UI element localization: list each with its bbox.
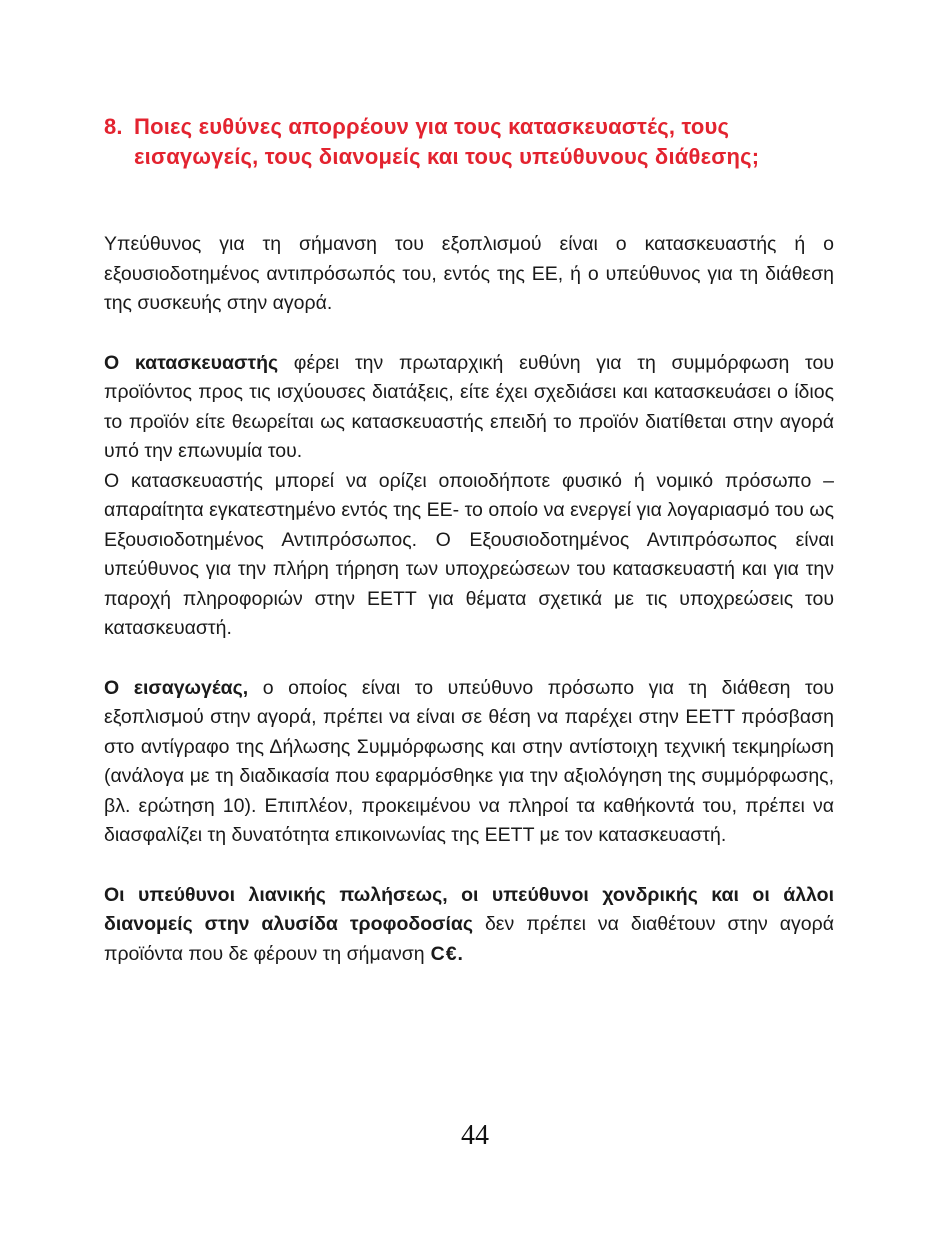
paragraph-importer-text: ο οποίος είναι το υπεύθυνο πρόσωπο για τη διάθεση του εξοπλισμού στην αγορά, πρέπει να είναι σε θέση να παρέχει στην ΕΕΤΤ πρόσβαση στο αντίγραφο της Δήλωσης Συμμόρφωσης και στην αντίστοιχη τεχνική τεκμηρίωση (ανάλογα με τη διαδικασία που εφαρμόσθηκε για την αξιολόγηση της συμμόρφωσης, βλ. ερώτηση 10). Επιπλέον, προκειμένου να πληροί τα καθήκοντά του, πρέπει να διασφαλίζει τη δυνατότητα επικοινωνίας της ΕΕΤΤ με τον κατασκευαστή. <box>104 676 834 846</box>
paragraph-manufacturer <box>104 349 834 467</box>
section-number: 8. <box>104 114 123 139</box>
paragraph-authorised-representative: Ο κατασκευαστής μπορεί να ορίζει οποιοδήποτε φυσικό ή νομικό πρόσωπο –απαραίτητα εγκατεστημένο εντός της ΕΕ- το οποίο να ενεργεί για λογαριασμό του ως Εξουσιοδοτημένος Αντιπρόσωπος. Ο Εξουσιοδοτημένος Αντιπρόσωπος είναι υπεύθυνος για την πλήρη τήρηση των υποχρεώσεων του κατασκευαστή και για την παροχή πληροφοριών στην ΕΕΤΤ για θέματα σχετικά με τις υποχρεώσεις του κατασκευαστή. <box>104 469 834 639</box>
term-distributors: Οι υπεύθυνοι λιανικής πωλήσεως, οι υπεύθυνοι χονδρικής και οι άλλοι διανομείς στην αλυσίδα τροφοδοσίας <box>104 883 834 935</box>
paragraph-marking-responsibility: Υπεύθυνος για τη σήμανση του εξοπλισμού είναι ο κατασκευαστής ή ο εξουσιοδοτημένος αντιπρόσωπός του, εντός της ΕΕ, ή ο υπεύθυνος για τη διάθεση της συσκευής στην αγορά. <box>104 233 834 314</box>
paragraph-distributors <box>104 881 834 970</box>
section-heading <box>104 112 824 172</box>
term-manufacturer: Ο κατασκευαστής <box>104 351 279 374</box>
body-text <box>104 230 834 969</box>
paragraph-manufacturer-text: φέρει την πρωταρχική ευθύνη για τη συμμόρφωση του προϊόντος προς τις ισχύουσες διατάξεις, είτε έχει σχεδιάσει και κατασκευάσει ο ίδιος το προϊόν είτε θεωρείται ως κατασκευαστής επειδή το προϊόν διατίθεται στην αγορά υπό την επωνυμία του. <box>104 351 834 462</box>
paragraph-importer <box>104 674 834 851</box>
term-importer: Ο εισαγωγέας, <box>104 676 249 699</box>
paragraph-distributors-text: δεν πρέπει να διαθέτουν στην αγορά προϊόντα που δε φέρουν τη σήμανση <box>104 913 834 965</box>
section-title: Ποιες ευθύνες απορρέουν για τους κατασκευαστές, τους εισαγωγείς, τους διανομείς και τους υπεύθυνους διάθεσης; <box>134 114 760 169</box>
page-number: 44 <box>461 1120 489 1151</box>
ce-mark: C€. <box>430 942 464 965</box>
